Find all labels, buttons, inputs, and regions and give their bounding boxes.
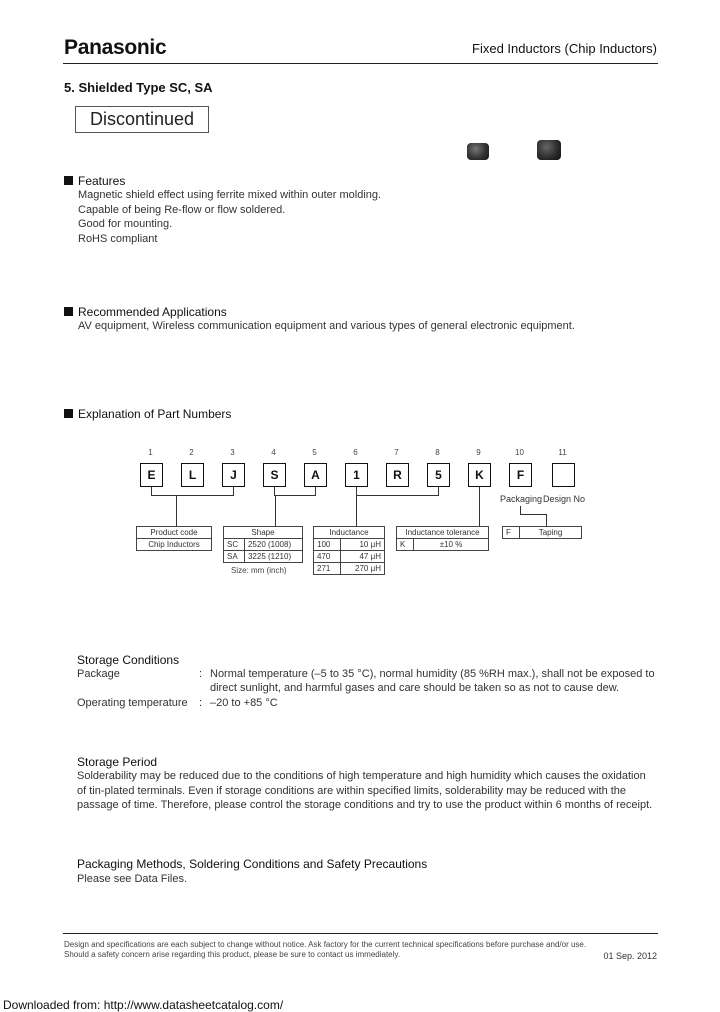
download-source-link[interactable]: Downloaded from: http://www.datasheetcatalog.com/ [3,998,284,1012]
table-row [137,527,212,539]
package-label: Package [77,668,120,680]
position-number: 2 [189,448,194,457]
table-cell: Chip Inductors [137,539,212,551]
discontinued-stamp: Discontinued [75,106,209,133]
position-number: 6 [353,448,358,457]
table-cell: SA [224,551,245,563]
part-numbers-heading: Explanation of Part Numbers [78,407,232,421]
operating-temperature-value: –20 to +85 °C [210,697,278,709]
bullet-square-icon [64,176,73,185]
revision-date: 01 Sep. 2012 [603,951,657,961]
table-cell: ±10 % [414,539,489,551]
packaging-table [502,526,582,539]
paragraph-line: of tin-plated terminals. Even if storage conditions are within specified limits, solderability may be reduced with the [77,784,627,797]
position-number: 7 [394,448,399,457]
position-number: 8 [435,448,440,457]
storage-period-heading: Storage Period [77,755,158,769]
footer-disclaimer-2: Should a safety concern arise regarding this product, please be sure to contact us immediately. [64,950,401,959]
part-char-box: 5 [427,463,450,487]
bracket-line [356,495,357,526]
footer-rule [63,933,658,934]
table-cell: 10 μH [341,539,385,551]
storage-conditions-heading: Storage Conditions [77,653,180,667]
table-row [397,527,489,539]
table-row [503,527,582,539]
bracket-line [275,495,276,526]
table-header: Inductance [314,527,385,539]
list-item: Capable of being Re-flow or flow soldered. [78,203,286,216]
table-cell: SC [224,539,245,551]
table-row [314,539,385,551]
bracket-line [176,495,177,526]
bullet-square-icon [64,307,73,316]
table-cell: 47 μH [341,551,385,563]
table-cell: 100 [314,539,341,551]
packaging-methods-text: Please see Data Files. [77,873,188,885]
position-number: 4 [271,448,276,457]
bracket-line [520,506,521,514]
shape-size-note: Size: mm (inch) [231,566,287,575]
tolerance-table [396,526,489,551]
table-row [224,527,303,539]
inductance-table [313,526,385,575]
part-char-box [552,463,575,487]
package-line-1: Normal temperature (–5 to 35 °C), normal humidity (85 %RH max.), shall not be exposed to [210,668,655,680]
bracket-line [315,487,316,495]
table-row [397,539,489,551]
footer-disclaimer-1: Design and specifications are each subject to change without notice. Ask factory for the current technical specifications before purchase and/or use. [64,940,587,949]
table-row [314,527,385,539]
table-row [314,563,385,575]
product-code-table [136,526,212,551]
part-char-box: J [222,463,245,487]
list-item: Good for mounting. [78,218,173,230]
design-no-label: Design No [543,494,586,504]
colon: : [199,668,203,680]
bracket-line [274,487,275,495]
bracket-line [479,487,480,526]
table-row [224,539,303,551]
table-cell: F [503,527,520,539]
bracket-line [520,514,547,515]
position-number: 10 [515,448,524,457]
part-char-box: F [509,463,532,487]
part-char-box: R [386,463,409,487]
bracket-line [438,487,439,495]
brand-logo: Panasonic [64,36,167,59]
bracket-line [151,487,152,495]
packaging-label: Packaging [500,494,543,504]
position-number: 9 [476,448,481,457]
applications-heading: Recommended Applications [78,305,227,319]
part-char-box: K [468,463,491,487]
operating-temperature-label: Operating temperature [77,697,188,709]
table-row [224,551,303,563]
part-char-box: A [304,463,327,487]
applications-text: AV equipment, Wireless communication equipment and various types of general electronic equipment. [78,320,575,332]
features-list [78,188,381,246]
inductor-sa-photo [537,140,561,160]
package-line-2: direct sunlight, and harmful gases and care should be taken so as not to cause dew. [210,682,620,694]
bracket-line [274,495,316,496]
document-category: Fixed Inductors (Chip Inductors) [472,41,657,56]
table-cell: 2520 (1008) [244,539,302,551]
table-row [137,539,212,551]
table-cell: 470 [314,551,341,563]
table-cell: 3225 (1210) [244,551,302,563]
colon: : [199,697,203,709]
table-cell: 271 [314,563,341,575]
part-char-box: S [263,463,286,487]
inductor-sc-photo [467,143,489,160]
list-item: RoHS compliant [78,232,158,245]
position-number: 11 [558,448,567,457]
bracket-line [546,514,547,526]
table-header: Shape [224,527,303,539]
part-char-box: 1 [345,463,368,487]
position-number: 3 [230,448,235,457]
packaging-methods-heading: Packaging Methods, Soldering Conditions and Safety Precautions [77,857,428,871]
list-item: Magnetic shield effect using ferrite mixed within outer molding. [78,189,382,201]
bracket-line [356,487,357,495]
bullet-square-icon [64,409,73,418]
paragraph-line: Solderability may be reduced due to the conditions of high temperature and high humidity which causes the oxidation [77,770,646,782]
section-title: 5. Shielded Type SC, SA [64,80,213,95]
storage-period-text [77,769,667,813]
table-cell: Taping [520,527,582,539]
table-cell: K [397,539,414,551]
paragraph-line: passage of time. Therefore, please control the storage conditions and try to use the product within 6 months of receipt. [77,799,653,811]
bracket-line [151,495,234,496]
position-number: 1 [148,448,153,457]
part-char-box: L [181,463,204,487]
bracket-line [356,495,439,496]
bracket-line [233,487,234,495]
position-number: 5 [312,448,317,457]
table-cell: 270 μH [341,563,385,575]
part-char-box: E [140,463,163,487]
table-header: Inductance tolerance [397,527,489,539]
table-header: Product code [137,527,212,539]
header-rule [63,63,658,64]
features-heading: Features [78,174,126,188]
table-row [314,551,385,563]
shape-table [223,526,303,563]
